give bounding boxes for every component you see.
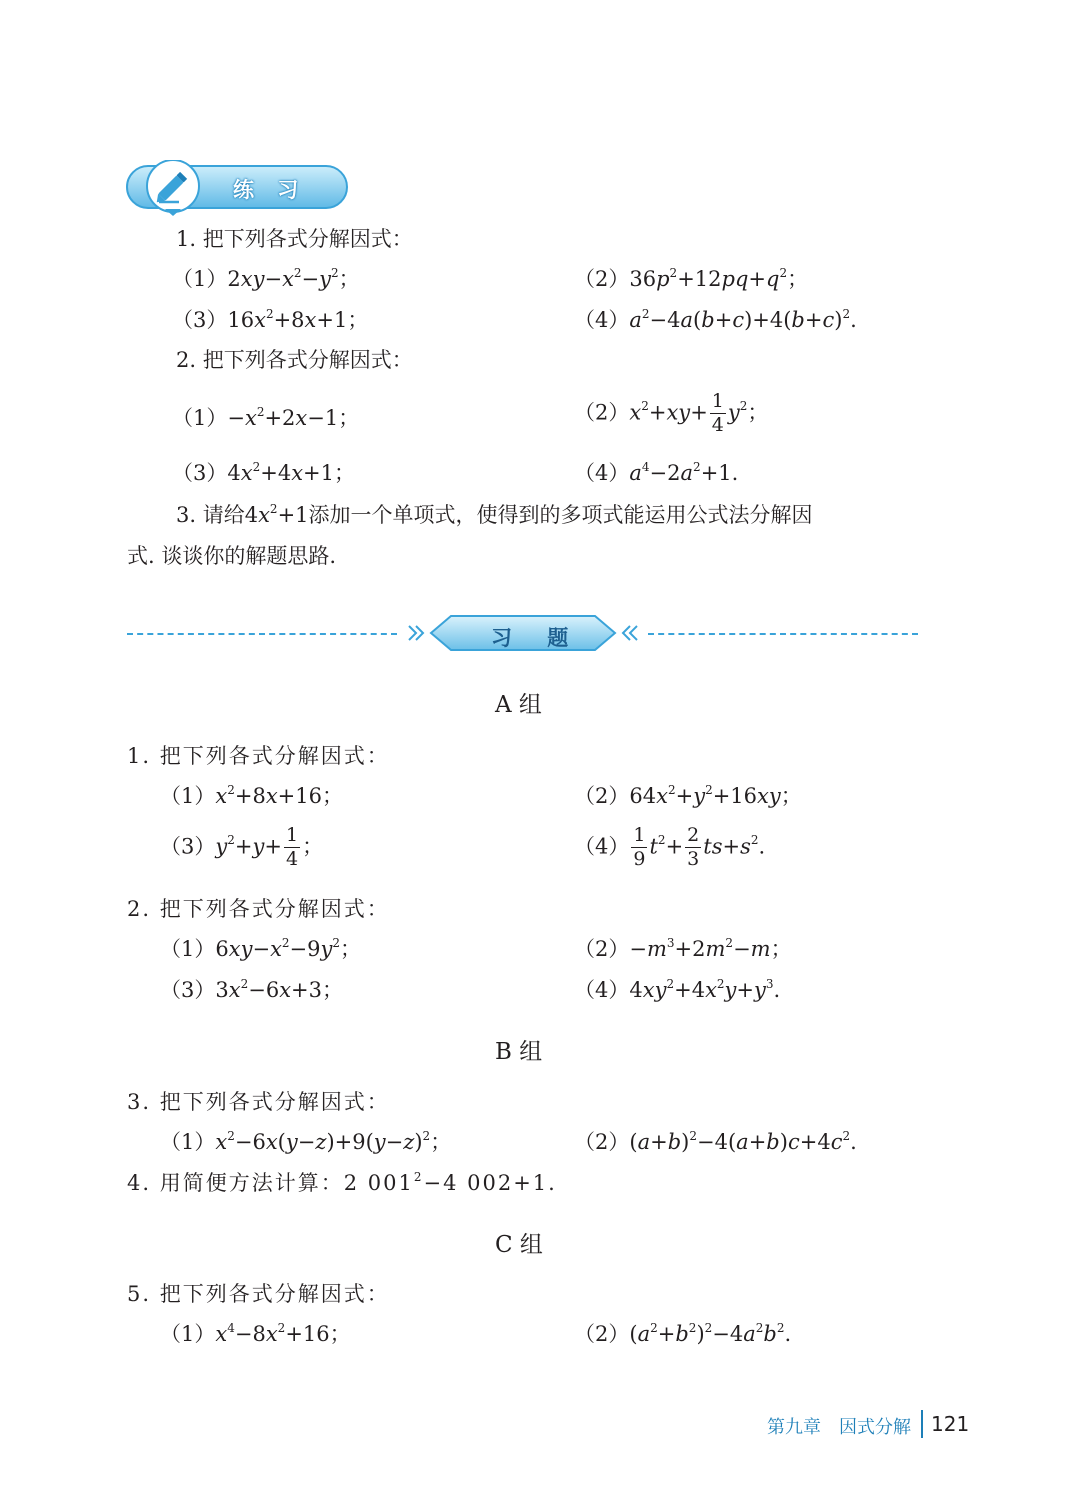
practice-header — [125, 160, 350, 218]
practice-q2-part2: $(2)x^2+xy+$ $\frac{1}{4}$ $y^2$； — [574, 390, 769, 436]
c-q5-stem: 5. 把下列各式分解因式： — [127, 1282, 390, 1306]
footer-chapter: 第九章 因式分解 — [767, 1417, 911, 1438]
a-q1-stem: 1. 把下列各式分解因式： — [127, 744, 390, 768]
practice-q2-stem: 2. 把下列各式分解因式： — [176, 348, 413, 372]
b-q3-part1: $(1)x^2-6x(y-z)+9(y-z)^2$； — [160, 1129, 452, 1154]
c-q5-part1: $(1)x^4-8x^2+16$； — [160, 1321, 351, 1346]
a-q1-part3: $(3)y^2+y+$ $\frac{1}{4}$ ； — [160, 824, 324, 870]
exercise-divider-right — [648, 633, 918, 635]
practice-q1-part2: $(2)36p^2+12pq+q^2$； — [574, 266, 809, 291]
footer-separator — [921, 1410, 923, 1438]
c-q5-part2: $(2)(a^2+b^2)^2-4a^2b^2$. — [574, 1321, 792, 1346]
practice-q2-part1: $(1)-x^2+2x-1$； — [172, 405, 360, 430]
practice-q3-line2: 式. 谈谈你的解题思路. — [127, 544, 337, 568]
practice-q2-part4: $(4)a^4-2a^2+1$. — [574, 460, 739, 485]
exercise-divider-left — [127, 633, 397, 635]
practice-q1-part4: $(4)a^2-4a(b+c)+4(b+c)^2$. — [574, 307, 857, 332]
practice-label: 练 习 — [233, 178, 307, 202]
group-b-title: B 组 — [495, 1039, 543, 1065]
practice-q1-part3: $(3)16x^2+8x+1$； — [172, 307, 369, 332]
group-a-title: A 组 — [495, 692, 542, 718]
a-q1-part2: $(2)64x^2+y^2+16xy$； — [574, 783, 802, 808]
a-q1-part4: （4） $\frac{1}{9}$ $t^2+$ $\frac{2}{3}$ $ts+s^2$. — [574, 824, 766, 870]
b-q4-stem: 4. 用简便方法计算：2 $001^2-4$ 002+1. — [127, 1170, 557, 1195]
a-q2-part2: $(2)-m^3+2m^2-m$； — [574, 936, 792, 961]
a-q1-part1: $(1)x^2+8x+16$； — [160, 783, 343, 808]
b-q3-part2: $(2)(a+b)^2-4(a+b)c+4c^2$. — [574, 1129, 857, 1154]
a-q2-part4: $(4)4xy^2+4x^2y+y^3$. — [574, 977, 781, 1002]
a-q2-stem: 2. 把下列各式分解因式： — [127, 897, 390, 921]
practice-q1-stem: 1. 把下列各式分解因式： — [176, 227, 413, 251]
page-number: 121 — [931, 1412, 970, 1436]
practice-q1-part1: $(1)2xy-x^2-y^2$； — [172, 266, 360, 291]
b-q3-stem: 3. 把下列各式分解因式： — [127, 1090, 390, 1114]
exercise-header — [405, 614, 641, 656]
practice-q2-part3: $(3)4x^2+4x+1$； — [172, 460, 355, 485]
pencil-icon — [149, 162, 197, 210]
a-q2-part3: $(3)3x^2-6x+3$； — [160, 977, 343, 1002]
practice-q3-line1: 3. 请给$4x^2+1$添加一个单项式，使得到的多项式能运用公式法分解因 — [176, 502, 813, 527]
exercise-label: 习 题 — [491, 626, 583, 650]
group-c-title: C 组 — [495, 1232, 543, 1258]
a-q2-part1: $(1)6xy-x^2-9y^2$； — [160, 936, 362, 961]
